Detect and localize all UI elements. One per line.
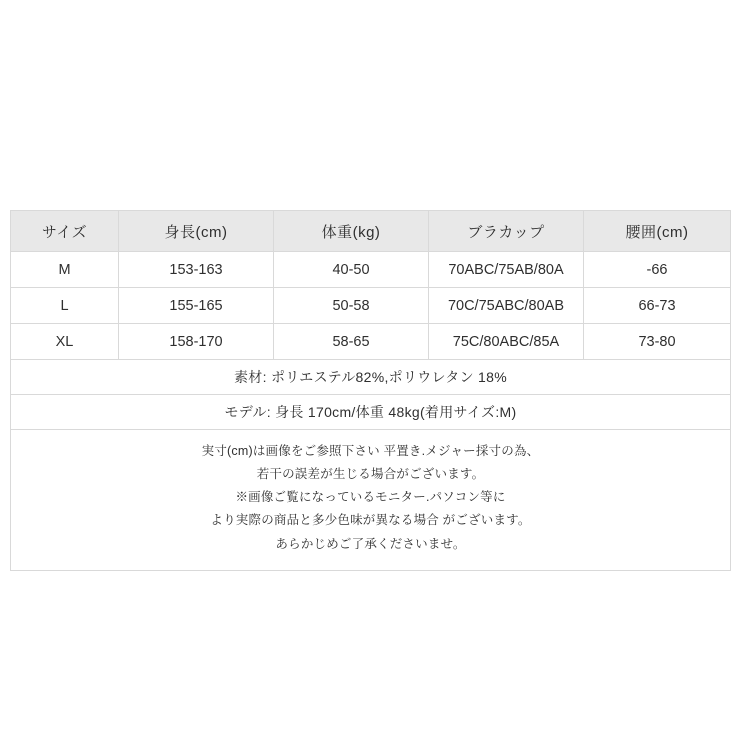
size-table-container: [10, 210, 730, 571]
cell-size-xl: XL: [11, 324, 119, 360]
cell-size-m: M: [11, 252, 119, 288]
disclaimer-line: より実際の商品と多少色味が異なる場合 がございます。: [210, 513, 531, 528]
cell-height-l: 155-165: [119, 288, 274, 324]
table-header-row: [11, 211, 731, 252]
cell-bra-cup-m: 70ABC/75AB/80A: [429, 252, 584, 288]
cell-weight-l: 50-58: [274, 288, 429, 324]
material-row: [11, 360, 731, 395]
column-header-height: 身長(cm): [119, 211, 274, 252]
model-note: モデル: 身長 170cm/体重 48kg(着用サイズ:M): [11, 395, 731, 430]
cell-bra-cup-xl: 75C/80ABC/85A: [429, 324, 584, 360]
disclaimer-row: [11, 430, 731, 571]
material-note: 素材: ポリエステル82%,ポリウレタン 18%: [11, 360, 731, 395]
cell-waist-l: 66-73: [584, 288, 731, 324]
column-header-waist: 腰囲(cm): [584, 211, 731, 252]
column-header-bra-cup: ブラカップ: [429, 211, 584, 252]
model-row: [11, 395, 731, 430]
cell-weight-m: 40-50: [274, 252, 429, 288]
disclaimer-line: 実寸(cm)は画像をご参照下さい 平置き.メジャー採寸の為、: [201, 444, 540, 458]
cell-bra-cup-l: 70C/75ABC/80AB: [429, 288, 584, 324]
column-header-weight: 体重(kg): [274, 211, 429, 252]
disclaimer-line: 若干の誤差が生じる場合がございます。: [256, 467, 485, 482]
disclaimer-line: あらかじめご了承くださいませ。: [275, 536, 466, 551]
disclaimer-line: ※画像ご覧になっているモニター.パソコン等に: [235, 490, 506, 505]
column-header-size: サイズ: [11, 211, 119, 252]
cell-height-m: 153-163: [119, 252, 274, 288]
cell-weight-xl: 58-65: [274, 324, 429, 360]
cell-waist-m: -66: [584, 252, 731, 288]
cell-height-xl: 158-170: [119, 324, 274, 360]
disclaimer-note: [11, 430, 731, 571]
table-body: [11, 252, 731, 571]
cell-waist-xl: 73-80: [584, 324, 731, 360]
table-header: [11, 211, 731, 252]
table-row: [11, 288, 731, 324]
table-row: [11, 324, 731, 360]
size-table: [10, 210, 731, 571]
cell-size-l: L: [11, 288, 119, 324]
table-row: [11, 252, 731, 288]
